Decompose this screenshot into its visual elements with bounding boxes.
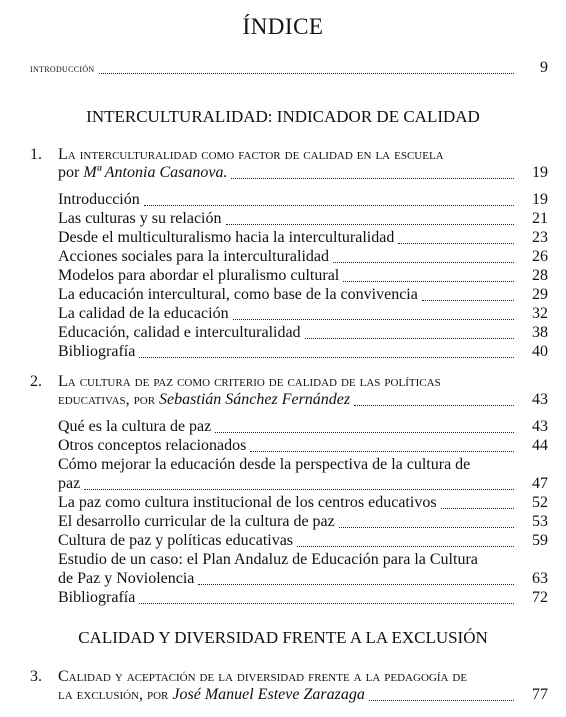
toc-entry-label: La educación intercultural, como base de la convivencia <box>58 286 418 303</box>
dot-leader <box>305 337 514 339</box>
toc-entry-label[interactable]: Cómo mejorar la educación desde la perspectiva de la cultura de <box>58 456 471 473</box>
toc-entry-label: Acciones sociales para la interculturalidad <box>58 248 329 265</box>
dot-leader <box>233 318 514 320</box>
toc-entry-label: Desde el multiculturalismo hacia la interculturalidad <box>58 229 395 246</box>
toc-page-number: 43 <box>532 418 548 435</box>
toc-page-number: 59 <box>532 532 548 549</box>
page-title: ÍNDICE <box>242 14 324 39</box>
toc-page-number: 43 <box>532 391 548 408</box>
dot-leader <box>144 204 514 206</box>
chapter-title[interactable]: La cultura de paz como criterio de calidad de las políticas <box>58 373 441 390</box>
toc-entry[interactable] <box>58 437 548 455</box>
chapter-title-cont: educativas, por <box>58 391 156 408</box>
toc-page-number: 19 <box>532 191 548 208</box>
toc-entry-label: Bibliografía <box>58 343 136 360</box>
toc-entry[interactable] <box>58 513 548 531</box>
chapter-title[interactable]: La interculturalidad como factor de calidad en la escuela <box>58 146 444 163</box>
toc-entry-label: La calidad de la educación <box>58 305 229 322</box>
dot-leader <box>343 280 514 282</box>
toc-page-number: 72 <box>532 589 548 606</box>
toc-entry-label[interactable]: Estudio de un caso: el Plan Andaluz de Educación para la Cultura <box>58 551 478 568</box>
chapter-title-cont: la exclusión, por <box>58 686 169 703</box>
dot-leader <box>369 699 514 701</box>
dot-leader <box>99 72 515 74</box>
toc-entry[interactable] <box>58 286 548 304</box>
dot-leader <box>398 242 514 244</box>
toc-page-number: 23 <box>532 229 548 246</box>
toc-page-number: 29 <box>532 286 548 303</box>
toc-entry[interactable] <box>58 191 548 209</box>
toc-entry[interactable] <box>58 494 548 512</box>
toc-entry-label-cont: paz <box>58 475 81 492</box>
chapter-author-line[interactable] <box>58 164 548 182</box>
by-label: por <box>58 164 80 181</box>
chapter-author: Mª Antonia Casanova. <box>83 164 228 181</box>
toc-entry[interactable] <box>58 305 548 323</box>
dot-leader <box>354 404 514 406</box>
toc-entry-label: Bibliografía <box>58 589 136 606</box>
chapter-number: 1. <box>30 146 42 163</box>
toc-page-number: 26 <box>532 248 548 265</box>
toc-entry-label: Qué es la cultura de paz <box>58 418 212 435</box>
toc-page-number: 47 <box>532 475 548 492</box>
toc-page-number: 28 <box>532 267 548 284</box>
chapter-title[interactable]: Calidad y aceptación de la diversidad frente a la pedagogía de <box>58 668 468 685</box>
toc-entry[interactable] <box>58 267 548 285</box>
toc-entry-label: La paz como cultura institucional de los centros educativos <box>58 494 437 511</box>
section-heading-calidad-diversidad: CALIDAD Y DIVERSIDAD FRENTE A LA EXCLUSIÓN <box>78 628 488 647</box>
toc-entry-label: Educación, calidad e interculturalidad <box>58 324 301 341</box>
chapter-author-line[interactable] <box>58 686 548 704</box>
toc-entry[interactable] <box>58 570 548 588</box>
chapter-number: 2. <box>30 373 42 390</box>
toc-page-number: 9 <box>540 59 548 76</box>
dot-leader <box>84 488 514 490</box>
toc-page-number: 52 <box>532 494 548 511</box>
dot-leader <box>422 299 514 301</box>
section-heading-interculturalidad: INTERCULTURALIDAD: INDICADOR DE CALIDAD <box>86 107 480 126</box>
toc-entry[interactable] <box>58 324 548 342</box>
toc-entry-label: Introducción <box>58 191 140 208</box>
toc-entry[interactable] <box>58 532 548 550</box>
chapter-author: José Manuel Esteve Zarazaga <box>172 686 365 703</box>
toc-entry-label: El desarrollo curricular de la cultura de paz <box>58 513 335 530</box>
toc-page-number: 53 <box>532 513 548 530</box>
toc-entry[interactable] <box>58 210 548 228</box>
dot-leader <box>297 545 514 547</box>
toc-entry-label: Modelos para abordar el pluralismo cultural <box>58 267 340 284</box>
dot-leader <box>231 177 514 179</box>
dot-leader <box>339 526 514 528</box>
dot-leader <box>250 450 514 452</box>
toc-entry[interactable] <box>58 343 548 361</box>
dot-leader <box>198 583 514 585</box>
toc-entry-label-cont: de Paz y Noviolencia <box>58 570 195 587</box>
toc-page-number: 77 <box>532 686 548 703</box>
toc-page-number: 32 <box>532 305 548 322</box>
toc-entry-label: Otros conceptos relacionados <box>58 437 247 454</box>
chapter-author-line[interactable] <box>58 391 548 409</box>
toc-entry[interactable] <box>58 589 548 607</box>
toc-entry-label: Las culturas y su relación <box>58 210 222 227</box>
dot-leader <box>139 602 514 604</box>
toc-page-number: 40 <box>532 343 548 360</box>
dot-leader <box>333 261 514 263</box>
toc-entry-label: introducción <box>30 61 95 75</box>
toc-entry[interactable] <box>58 475 548 493</box>
chapter-author: Sebastián Sánchez Fernández <box>159 391 351 408</box>
toc-entry[interactable] <box>58 418 548 436</box>
toc-entry[interactable] <box>58 248 548 266</box>
toc-page-number: 63 <box>532 570 548 587</box>
toc-entry-label: Cultura de paz y políticas educativas <box>58 532 294 549</box>
toc-entry[interactable] <box>58 229 548 247</box>
toc-page-number: 38 <box>532 324 548 341</box>
dot-leader <box>441 507 514 509</box>
toc-page-number: 19 <box>532 164 548 181</box>
chapter-number: 3. <box>30 668 42 685</box>
dot-leader <box>139 356 514 358</box>
toc-page-number: 44 <box>532 437 548 454</box>
toc-page-number: 21 <box>532 210 548 227</box>
dot-leader <box>215 431 514 433</box>
toc-entry-introduccion[interactable] <box>30 59 548 77</box>
dot-leader <box>226 223 515 225</box>
